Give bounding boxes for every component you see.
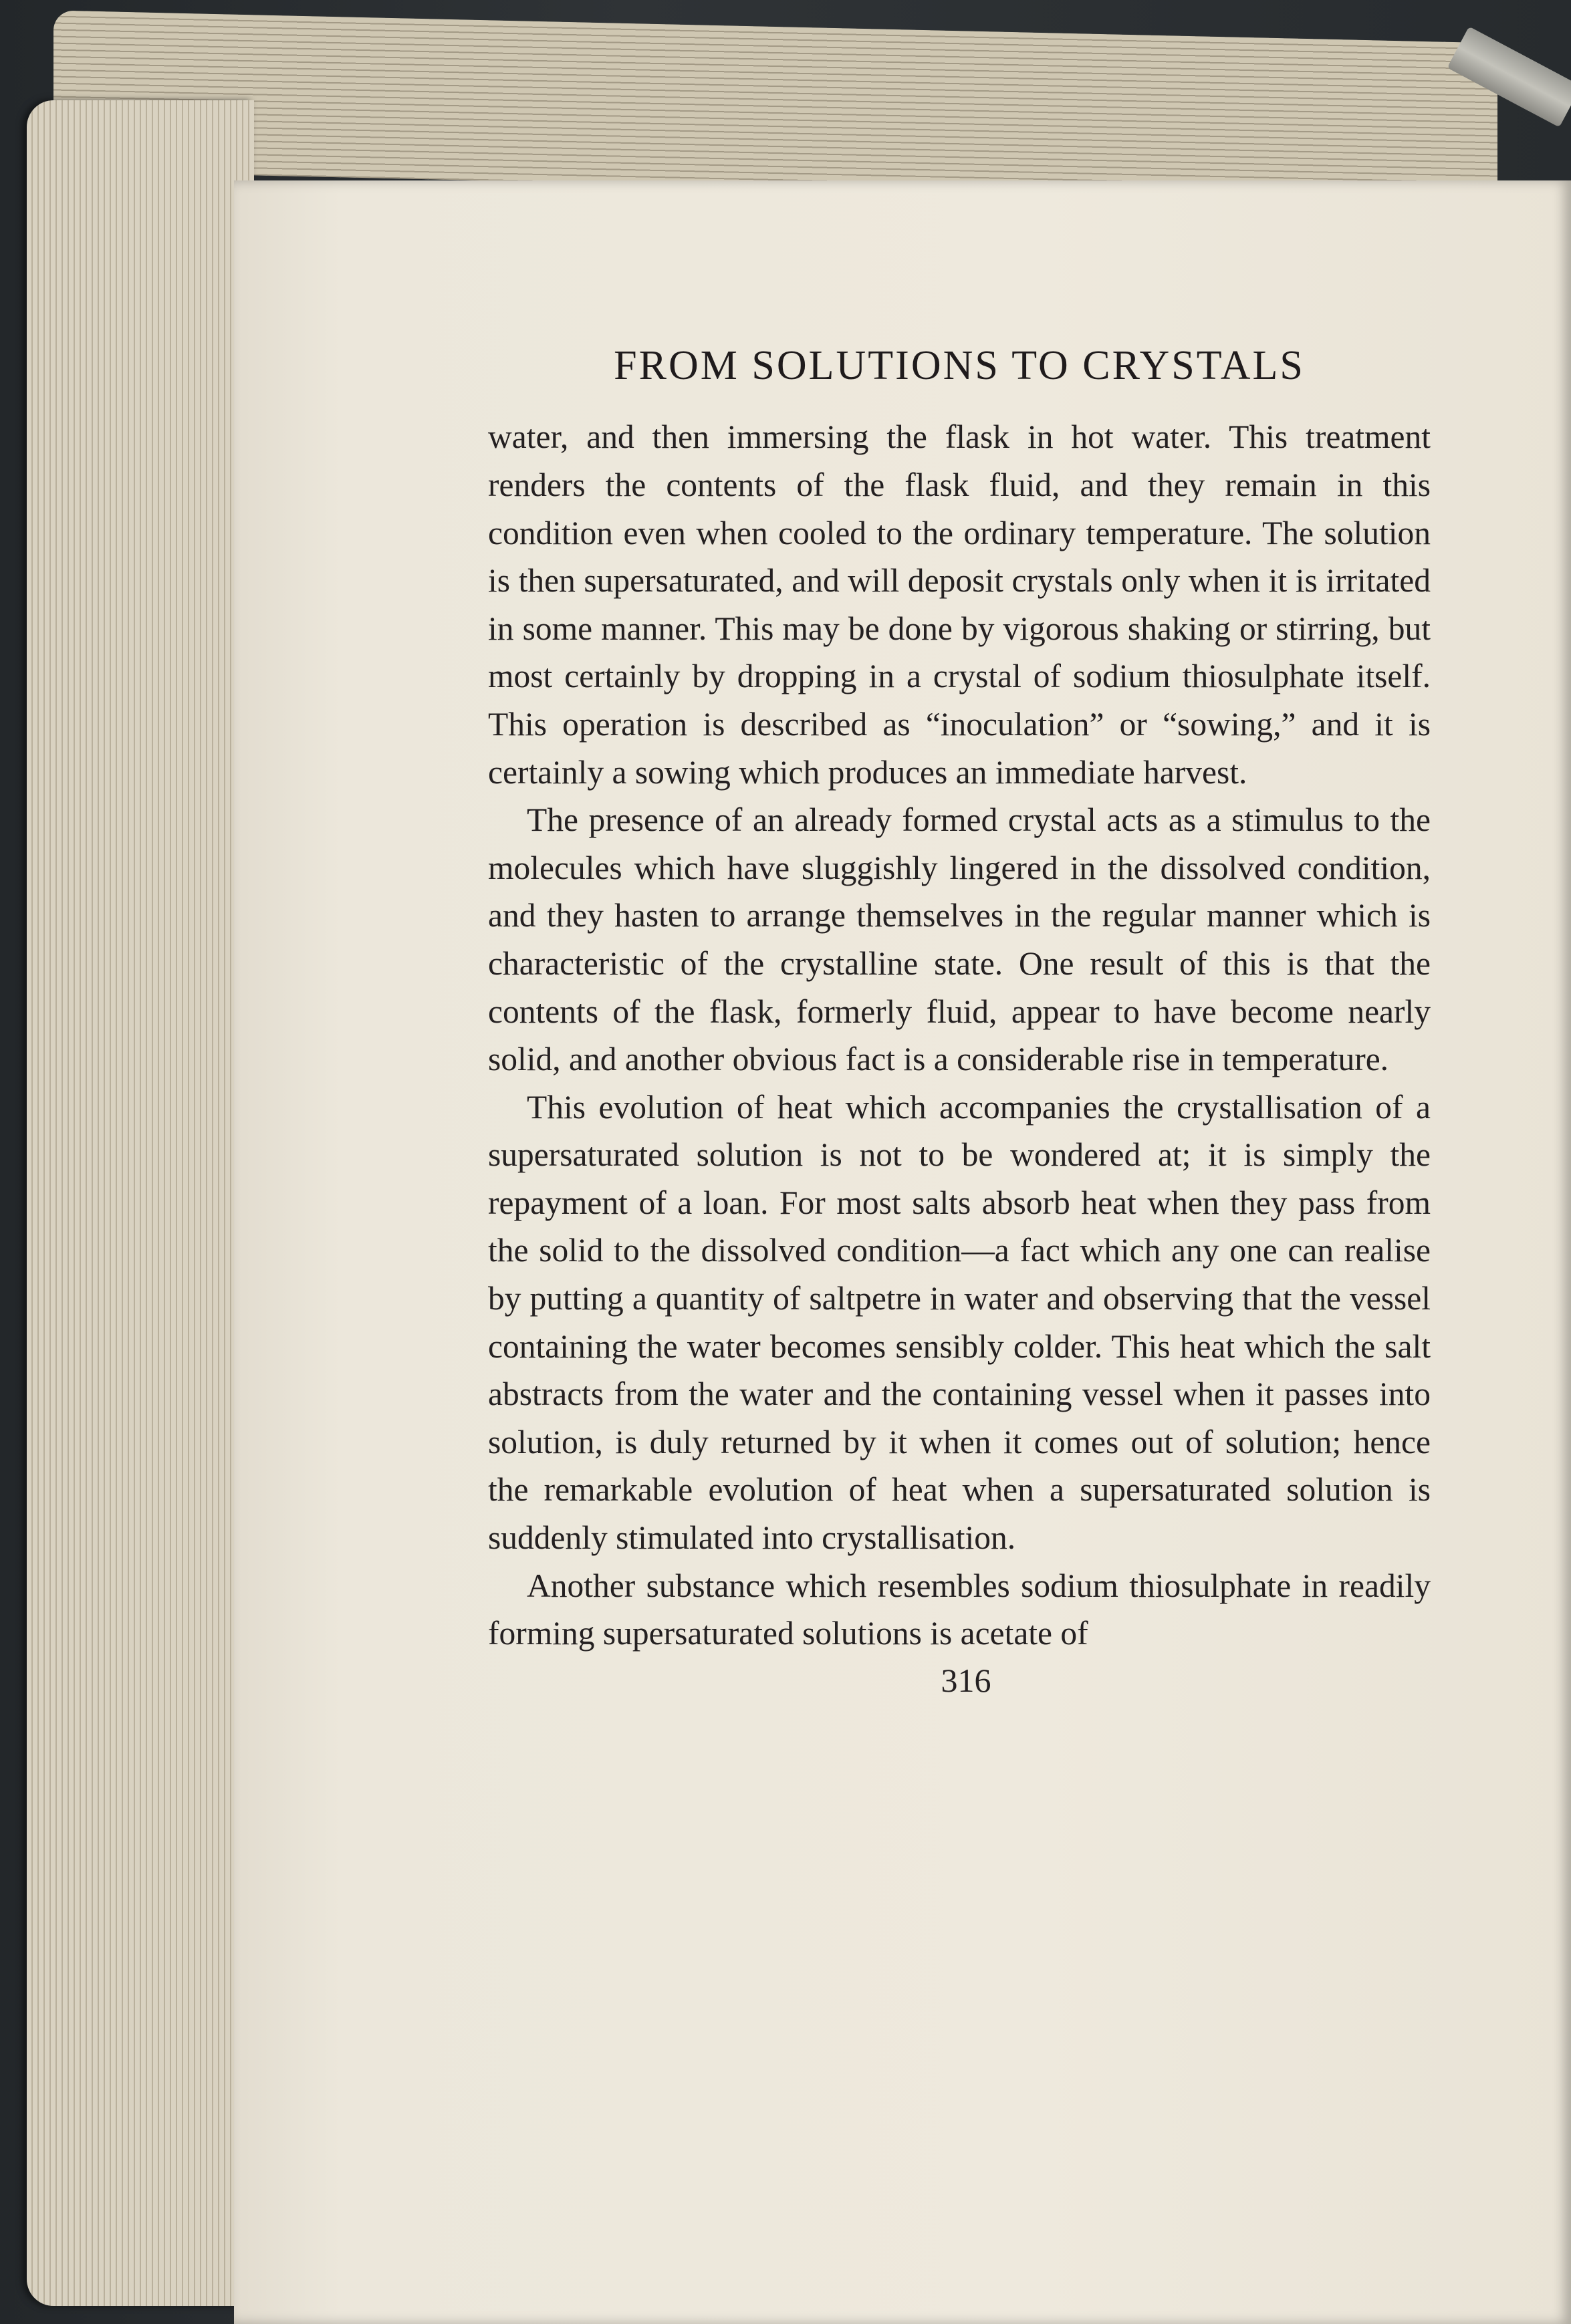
paragraph-1: water, and then immersing the flask in hot water. This treatment renders the contents of the flask fluid, and they remain in this condition even when cooled to the ordinary temperature. The solution is then supersaturated, and will deposit crystals only when it is irritated in some manner. This may be done by vigorous shaking or stirring, but most certainly by dropping in a crystal of sodium thiosulphate itself. This operation is described as “inoculation” or “sowing,” and it is certainly a sowing which produces an immediate harvest. <box>488 418 1431 791</box>
running-head: FROM SOLUTIONS TO CRYSTALS <box>614 343 1305 388</box>
paragraph-4: Another substance which resembles sodium thiosulphate in readily forming supersaturated solutions is acetate of <box>488 1567 1431 1652</box>
left-page-edges <box>27 100 254 2306</box>
top-page-edges <box>53 10 1497 203</box>
paragraph-3: This evolution of heat which accompanies the crystallisation of a supersaturated solution is not to be wondered at; it is simply the repayment of a loan. For most salts absorb heat when they pass from the solid to the dissolved condition—a fact which any one can realise by putting a quantity of saltpetre in water and observing that the vessel containing the water becomes sensibly colder. This heat which the salt abstracts from the water and the containing vessel when it passes into solution, is duly returned by it when it comes out of solution; hence the remarkable evolution of heat when a supersaturated solution is suddenly stimulated into crystallisation. <box>488 1088 1431 1557</box>
paragraph-2: The presence of an already formed crystal acts as a stimulus to the molecules which have sluggishly lingered in the dissolved condition, and they hasten to arrange themselves in the regular manner which is characteristic of the crystalline state. One result of this is that the contents of the flask, formerly fluid, appear to have become nearly solid, and another obvious fact is a considerable rise in temperature. <box>488 801 1431 1078</box>
page-number: 316 <box>941 1661 991 1699</box>
page-text-block <box>488 341 1431 1700</box>
